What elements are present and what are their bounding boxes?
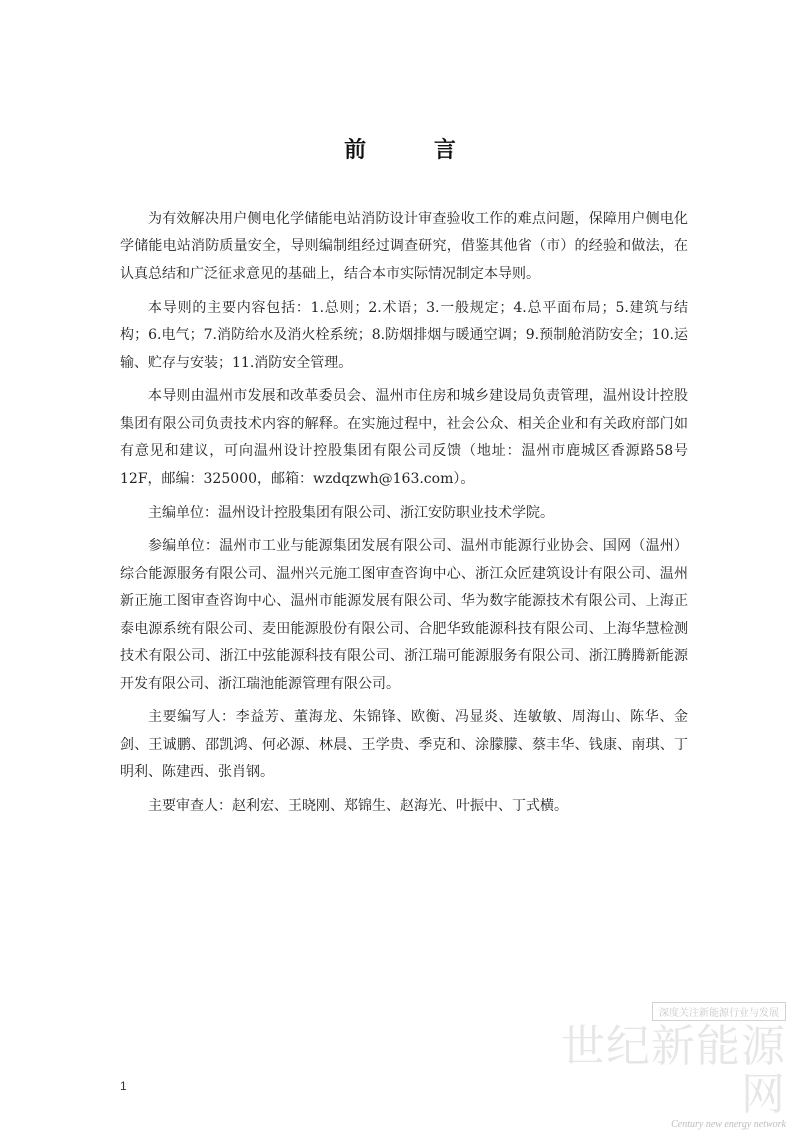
paragraph-participating-units: 参编单位：温州市工业与能源集团发展有限公司、温州市能源行业协会、国网（温州）综合能源服务有限公司、温州兴元施工图审查咨询中心、浙江众匠建筑设计有限公司、温州新正施工图审查咨询中心、温州市能源发展有限公司、华为数字能源技术有限公司、上海正泰电源系统有限公司、麦田能源股份有限公司、合肥华致能源科技有限公司、上海华慧检测技术有限公司、浙江中弦能源科技有限公司、浙江瑞可能源服务有限公司、浙江腾腾新能源开发有限公司、浙江瑞池能源管理有限公司。: [120, 538, 688, 692]
paragraph-chief-editor: 主编单位：温州设计控股集团有限公司、浙江安防职业技术学院。: [148, 504, 554, 521]
watermark-english: Century new energy network: [671, 1119, 786, 1130]
watermark-brand: 世纪新能源网: [561, 1021, 786, 1120]
page-title: 前 言: [344, 138, 486, 163]
paragraph-management: 本导则由温州市发展和改革委员会、温州市住房和城乡建设局负责管理，温州设计控股集团有限公司负责技术内容的解释。在实施过程中，社会公众、相关企业和有关政府部门如有意见和建议，可向温州设计控股集团有限公司反馈（地址：温州市鹿城区香源路58号12F，邮编：325000，邮箱：wzdqzwh@163.com）。: [120, 388, 688, 487]
watermark: [546, 1001, 786, 1130]
paragraph-contents: 本导则的主要内容包括：1.总则；2.术语；3.一般规定；4.总平面布局；5.建筑与结构；6.电气；7.消防给水及消火栓系统；8.防烟排烟与暖通空调；9.预制舱消防安全；10.运输、贮存与安装；11.消防安全管理。: [120, 299, 688, 371]
paragraph-main-reviewers: 主要审查人：赵利宏、王晓刚、郑锦生、赵海光、叶振中、丁式横。: [148, 798, 568, 815]
preface-body: [120, 206, 688, 827]
paragraph-purpose: 为有效解决用户侧电化学储能电站消防设计审查验收工作的难点问题，保障用户侧电化学储能电站消防质量安全，导则编制组经过调查研究，借鉴其他省（市）的经验和做法，在认真总结和广泛征求意见的基础上，结合本市实际情况制定本导则。: [120, 211, 688, 282]
watermark-tagline: 深度关注新能源行业与发展: [652, 1002, 786, 1021]
paragraph-main-authors: 主要编写人：李益芳、董海龙、朱锦锋、欧衡、冯显炎、连敏敏、周海山、陈华、金剑、王诚鹏、邵凯鸿、何必源、林晨、王学贵、季克和、涂朦朦、蔡丰华、钱康、南琪、丁明利、陈建西、张肖钢。: [120, 709, 688, 781]
page-number: 1: [120, 1079, 127, 1093]
